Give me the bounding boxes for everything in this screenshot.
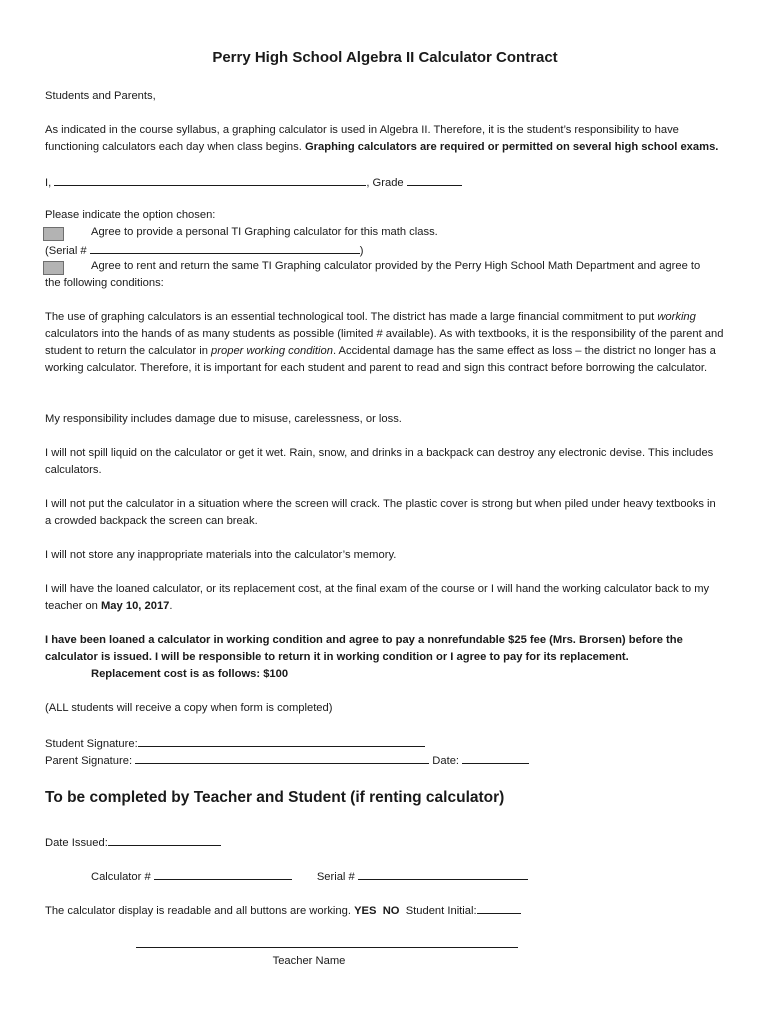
salutation: Students and Parents, bbox=[45, 90, 156, 102]
serial-suffix: ) bbox=[359, 245, 364, 257]
intro-text: As indicated in the course syllabus, a graphing calculator is used in Algebra II. Therefore, it is the student’s responsibility to have functioning calculators each day when class begins. bbox=[45, 124, 679, 153]
date-issued-row bbox=[45, 833, 725, 852]
parent-signature-field[interactable] bbox=[135, 751, 429, 764]
yes-option[interactable]: YES bbox=[354, 905, 377, 917]
conditions-paragraph bbox=[45, 309, 725, 377]
option-heading: Please indicate the option chosen: bbox=[45, 209, 216, 221]
option-2-label: Agree to rent and return the same TI Graphing calculator provided by the Perry High School Math Department and agree to bbox=[91, 260, 701, 272]
display-check-text: The calculator display is readable and all buttons are working. bbox=[45, 905, 355, 917]
return-period: . bbox=[169, 600, 173, 612]
intro-bold-text: Graphing calculators are required or permitted on several high school exams. bbox=[304, 141, 719, 153]
student-signature-field[interactable] bbox=[138, 734, 425, 747]
option-2-continuation: the following conditions: bbox=[45, 277, 164, 289]
conditions-text-2: calculators into the hands of as many students as possible (limited # available). As with textbooks, it is the responsibility of the parent and student to return the calculator in bbox=[45, 328, 724, 357]
teacher-name-field[interactable] bbox=[136, 947, 518, 948]
date-issued-field[interactable] bbox=[108, 833, 221, 846]
serial-prefix: (Serial # bbox=[45, 245, 90, 257]
conditions-italic-working: working bbox=[657, 311, 696, 323]
student-initial-label: Student Initial: bbox=[405, 905, 477, 917]
document-title: Perry High School Algebra II Calculator Contract bbox=[212, 49, 558, 66]
serial-field[interactable] bbox=[90, 241, 360, 254]
return-date: May 10, 2017 bbox=[100, 600, 170, 612]
option-1-checkbox[interactable] bbox=[43, 227, 64, 241]
grade-label: , Grade bbox=[366, 177, 407, 189]
liquid-statement: I will not spill liquid on the calculator or get it wet. Rain, snow, and drinks in a backpack can destroy any electronic devise. This includes calculators. bbox=[45, 447, 714, 476]
option-2-checkbox[interactable] bbox=[43, 261, 64, 275]
replacement-cost: Replacement cost is as follows: $100 bbox=[91, 668, 289, 680]
option-1-label: Agree to provide a personal TI Graphing calculator for this math class. bbox=[91, 226, 438, 238]
parent-signature-row bbox=[45, 751, 725, 770]
intro-paragraph bbox=[45, 122, 725, 156]
student-signature-label: Student Signature: bbox=[45, 738, 138, 750]
responsibility-statement: My responsibility includes damage due to misuse, carelessness, or loss. bbox=[45, 413, 402, 425]
grade-field[interactable] bbox=[407, 173, 462, 186]
copy-note: (ALL students will receive a copy when form is completed) bbox=[45, 702, 333, 714]
return-statement bbox=[45, 581, 725, 615]
no-option[interactable]: NO bbox=[382, 905, 400, 917]
name-prefix: I, bbox=[45, 177, 55, 189]
teacher-section-heading: To be completed by Teacher and Student (if renting calculator) bbox=[45, 789, 505, 806]
name-grade-row bbox=[45, 173, 725, 192]
conditions-text-1: The use of graphing calculators is an essential technological tool. The district has made a large financial commitment to put bbox=[45, 311, 658, 323]
parent-signature-label: Parent Signature: bbox=[45, 755, 136, 767]
agreement-statement: I have been loaned a calculator in working condition and agree to pay a nonrefundable $25 fee (Mrs. Brorsen) before the calculator is issued. I will be responsible to return it in working condition or I agree to pay for its replacement. bbox=[45, 634, 683, 663]
return-text: I will have the loaned calculator, or its replacement cost, at the final exam of the course or I will hand the working calculator back to my teacher on bbox=[45, 583, 710, 612]
teacher-name-label: Teacher Name bbox=[272, 955, 346, 967]
conditions-italic-proper: proper working condition bbox=[211, 345, 333, 357]
display-check-row bbox=[45, 901, 725, 920]
date-field[interactable] bbox=[462, 751, 529, 764]
screen-statement: I will not put the calculator in a situation where the screen will crack. The plastic cover is strong but when piled under heavy textbooks in a crowded backpack the screen can break. bbox=[45, 498, 716, 527]
calculator-number-label: Calculator # bbox=[91, 871, 154, 883]
date-label: Date: bbox=[429, 755, 463, 767]
teacher-serial-field[interactable] bbox=[358, 867, 528, 880]
teacher-serial-label: Serial # bbox=[316, 871, 358, 883]
conditions-text-3: . Accidental damage has the same effect as loss – the district no longer has a working calculator. Therefore, it is important for each student and parent to read and sign this contract before borrowing the calculator. bbox=[45, 345, 716, 374]
calculator-serial-row bbox=[91, 867, 731, 886]
memory-statement: I will not store any inappropriate materials into the calculator’s memory. bbox=[45, 549, 397, 561]
date-issued-label: Date Issued: bbox=[45, 837, 108, 849]
calculator-number-field[interactable] bbox=[154, 867, 292, 880]
student-initial-field[interactable] bbox=[477, 901, 521, 914]
name-field[interactable] bbox=[54, 173, 366, 186]
